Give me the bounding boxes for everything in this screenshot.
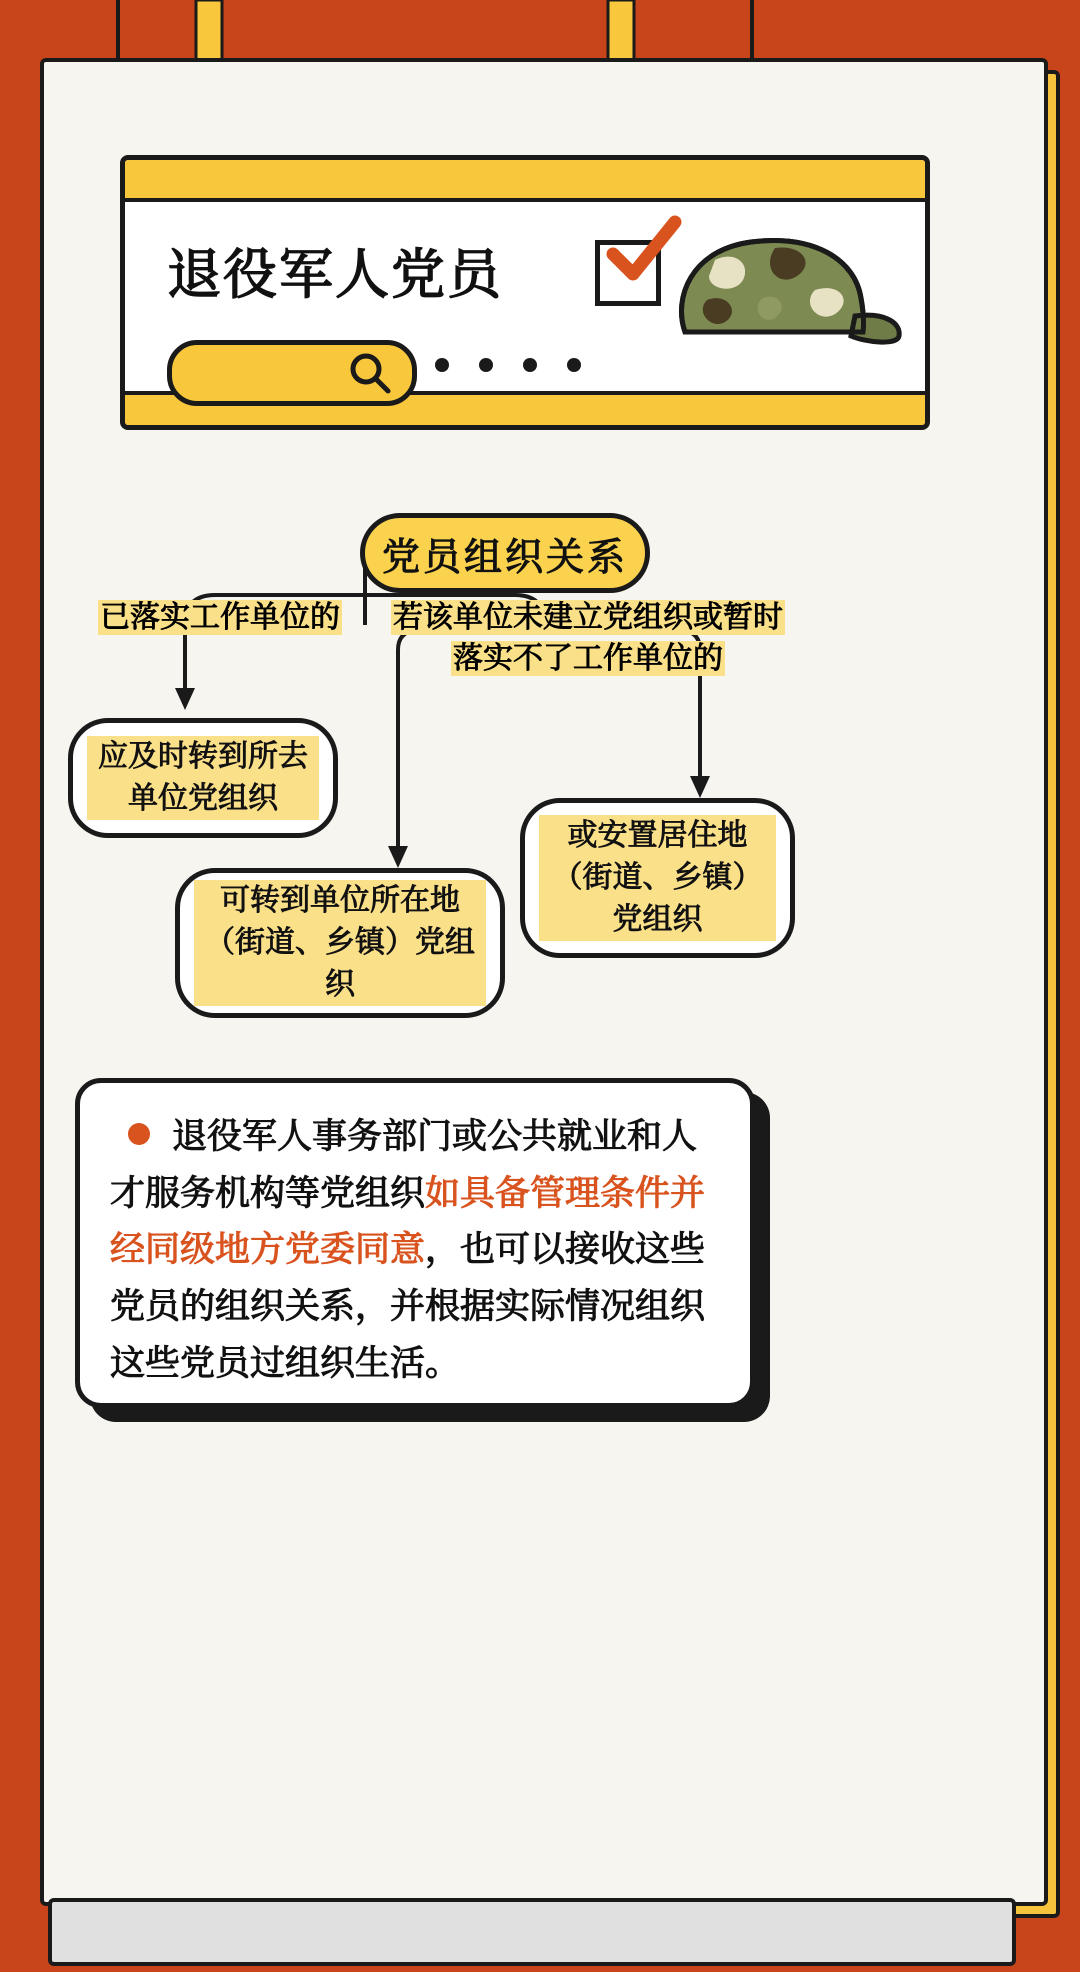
- header-card: [120, 155, 930, 430]
- flow-node-result-2: [175, 868, 505, 1018]
- dot-icon: [479, 358, 493, 372]
- flow-node-result-3: [520, 798, 795, 958]
- flow-node-result-1-text: 应及时转到所去单位党组织: [87, 736, 319, 820]
- dot-icon: [567, 358, 581, 372]
- note-highlight: 如具备管理条件并经同级地方党委同意: [110, 1173, 706, 1271]
- note-part2: ，也可以接收这些党员的组织关系，并根据实际情况组织这些党员过组织生活。: [110, 1230, 706, 1384]
- search-icon[interactable]: [347, 350, 393, 396]
- flow-label-branch-1: [70, 598, 370, 639]
- page-title: 退役军人党员: [167, 243, 503, 306]
- flow-label-branch-2-text: 若该单位未建立党组织或暂时落实不了工作单位的: [393, 600, 783, 676]
- note-text: [110, 1109, 720, 1392]
- flow-node-result-3-text: 或安置居住地（街道、乡镇）党组织: [539, 815, 776, 941]
- flow-label-branch-2: [378, 598, 798, 679]
- board-bottom-bar: [48, 1898, 1016, 1966]
- note-part1: 退役军人事务部门或公共就业和人才服务机构等党组织: [110, 1117, 698, 1214]
- bullet-dot-icon: [128, 1123, 150, 1145]
- header-top-band: [125, 160, 925, 202]
- camouflage-cap-icon: [655, 220, 905, 360]
- flow-node-root: 党员组织关系: [360, 513, 650, 593]
- flow-label-branch-1-text: 已落实工作单位的: [100, 600, 340, 635]
- note-card: [75, 1078, 755, 1408]
- dot-icon: [435, 358, 449, 372]
- loading-dots: [435, 358, 581, 372]
- dot-icon: [523, 358, 537, 372]
- flow-node-result-1: [68, 718, 338, 838]
- flow-node-result-2-text: 可转到单位所在地（街道、乡镇）党组织: [194, 880, 486, 1006]
